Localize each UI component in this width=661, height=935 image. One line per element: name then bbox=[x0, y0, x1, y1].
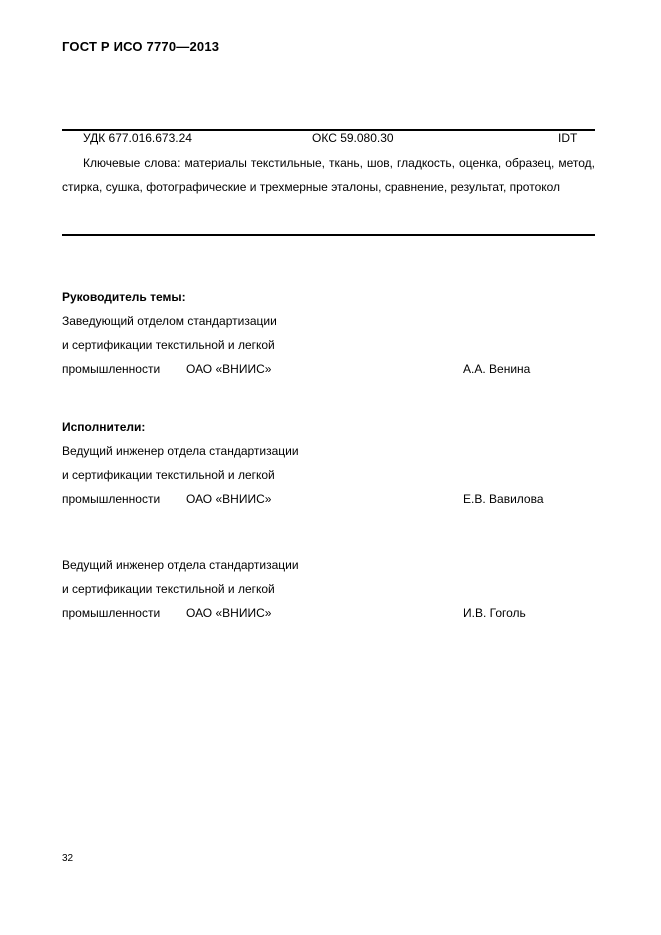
executor-position-line2: и сертификации текстильной и легкой bbox=[62, 468, 275, 482]
executor-position-line1: Ведущий инженер отдела стандартизации bbox=[62, 444, 299, 458]
executor-industry: промышленности bbox=[62, 606, 161, 620]
executor-organization: ОАО «ВНИИС» bbox=[186, 606, 272, 620]
executor-organization: ОАО «ВНИИС» bbox=[186, 492, 272, 506]
executor-position-line2: и сертификации текстильной и легкой bbox=[62, 582, 275, 596]
keywords-paragraph: Ключевые слова: материалы текстильные, ткань, шов, гладкость, оценка, образец, метод, стирка, сушка, фотографические и трехмерные эталоны, сравнение, результат, протокол bbox=[62, 156, 595, 194]
leader-title: Руководитель темы: bbox=[62, 290, 186, 304]
executors-section bbox=[62, 415, 595, 511]
page-number: 32 bbox=[62, 853, 74, 864]
executor-second-block bbox=[62, 553, 595, 625]
idt-label: IDT bbox=[558, 131, 578, 145]
executor-name: И.В. Гоголь bbox=[463, 606, 526, 620]
bottom-divider bbox=[62, 234, 595, 236]
oks-code: ОКС 59.080.30 bbox=[312, 131, 394, 145]
standard-header: ГОСТ Р ИСО 7770—2013 bbox=[62, 39, 220, 54]
executor-position-line3 bbox=[62, 487, 595, 511]
executors-title: Исполнители: bbox=[62, 420, 146, 434]
leader-position-line1: Заведующий отделом стандартизации bbox=[62, 314, 277, 328]
executor-industry: промышленности bbox=[62, 492, 161, 506]
udk-code: УДК 677.016.673.24 bbox=[83, 131, 192, 145]
leader-section bbox=[62, 285, 595, 381]
executor-position-line3 bbox=[62, 601, 595, 625]
leader-industry: промышленности bbox=[62, 362, 161, 376]
leader-name: А.А. Венина bbox=[463, 362, 531, 376]
executor-position-line1: Ведущий инженер отдела стандартизации bbox=[62, 558, 299, 572]
executor-name: Е.В. Вавилова bbox=[463, 492, 544, 506]
leader-position-line3 bbox=[62, 357, 595, 381]
leader-position-line2: и сертификации текстильной и легкой bbox=[62, 338, 275, 352]
leader-organization: ОАО «ВНИИС» bbox=[186, 362, 272, 376]
